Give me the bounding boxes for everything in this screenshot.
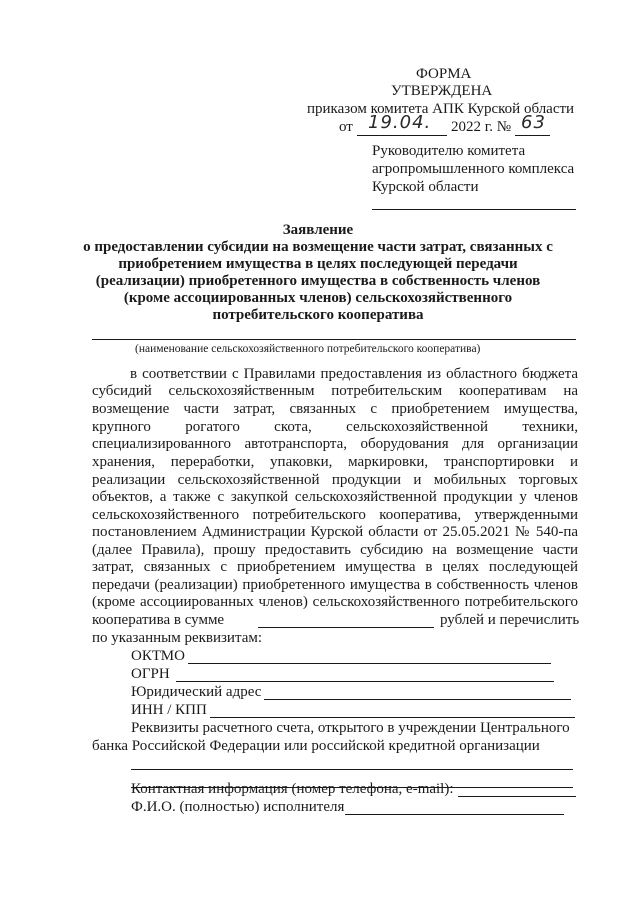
title-line-3: приобретением имущества в целях последующей передачи	[118, 256, 518, 272]
sum-field[interactable]	[258, 627, 434, 628]
handwritten-date: 19.04.	[368, 112, 432, 133]
order-label: приказом комитета АПК Курской области	[307, 101, 575, 117]
number-underline	[515, 135, 550, 136]
handwritten-number: 63	[521, 112, 546, 133]
ogrn-field[interactable]	[176, 681, 554, 682]
details-intro: по указанным реквизитам:	[92, 630, 263, 646]
date-underline	[357, 135, 447, 136]
body-line: возмещение части затрат, связанных с приобретением имущества,	[92, 401, 578, 417]
oktmo-field[interactable]	[188, 663, 551, 664]
coop-name-caption: (наименование сельскохозяйственного потребительского кооператива)	[135, 343, 481, 355]
addressee-line-3: Курской области	[372, 179, 479, 195]
body-line: специализированного автотранспорта, оборудования для организации	[92, 436, 578, 452]
title-line-2: о предоставлении субсидии на возмещение части затрат, связанных с	[83, 239, 553, 255]
form-label: ФОРМА	[416, 66, 472, 82]
body-line: передачи (реализации) приобретенного имущества в собственность членов	[92, 577, 578, 593]
title-line-5: (кроме ассоциированных членов) сельскохозяйственного	[123, 290, 513, 306]
body-line: в соответствии с Правилами предоставления из областного бюджета	[130, 366, 578, 382]
sum-prefix: кооператива в сумме	[92, 612, 225, 628]
bank-details-field-1[interactable]	[131, 769, 573, 770]
addressee-line-2: агропромышленного комплекса	[372, 161, 575, 177]
body-line: крупного рогатого скота, сельскохозяйственной техники,	[92, 419, 578, 435]
body-line: затрат, связанных с приобретением имущества в целях последующей	[92, 559, 578, 575]
year-number-label: 2022 г. №	[451, 119, 512, 135]
coop-name-field[interactable]	[92, 339, 576, 340]
ogrn-label: ОГРН	[131, 666, 170, 682]
executor-label: Ф.И.О. (полностью) исполнителя	[131, 799, 345, 815]
title-line-6: потребительского кооператива	[212, 307, 424, 323]
inn-kpp-label: ИНН / КПП	[131, 702, 207, 718]
body-line: постановлением Администрации Курской области от 25.05.2021 № 540-па	[92, 524, 578, 540]
sum-suffix: рублей и перечислить	[440, 612, 580, 628]
legal-address-label: Юридический адрес	[131, 684, 262, 700]
executor-field[interactable]	[345, 814, 564, 815]
body-line: реализации сельскохозяйственной продукции и мобильных торговых	[92, 472, 578, 488]
legal-address-field[interactable]	[264, 699, 571, 700]
addressee-line-1: Руководителю комитета	[372, 143, 526, 159]
from-label: от	[339, 119, 353, 135]
bank-requisites-line-2: банка Российской Федерации или российской кредитной организации	[92, 738, 540, 754]
body-line: (далее Правила), прошу предоставить субсидию на возмещение части	[92, 542, 578, 558]
body-line: сельскохозяйственного потребительского кооператива, утвержденными	[92, 507, 578, 523]
approved-label: УТВЕРЖДЕНА	[391, 83, 493, 99]
addressee-signature-line[interactable]	[372, 209, 576, 210]
body-line: субсидий сельскохозяйственным потребительским кооперативам на	[92, 383, 578, 399]
oktmo-label: ОКТМО	[131, 648, 185, 664]
body-line: (кроме ассоциированных членов) сельскохозяйственного потребительского	[92, 594, 578, 610]
body-line: объектов, а также с закупкой сельскохозяйственной продукции у членов	[92, 489, 578, 505]
contact-info-field[interactable]	[458, 796, 576, 797]
title-line-4: (реализации) приобретенного имущества в собственность членов	[95, 273, 541, 289]
inn-kpp-field[interactable]	[210, 717, 575, 718]
document-title: Заявление	[282, 222, 354, 238]
contact-info-label: Контактная информация (номер телефона, e-mail):	[131, 781, 454, 797]
body-line: хранения, переработки, упаковки, маркировки, транспортировки и	[92, 454, 578, 470]
bank-requisites-line-1: Реквизиты расчетного счета, открытого в учреждении Центрального	[131, 720, 570, 736]
